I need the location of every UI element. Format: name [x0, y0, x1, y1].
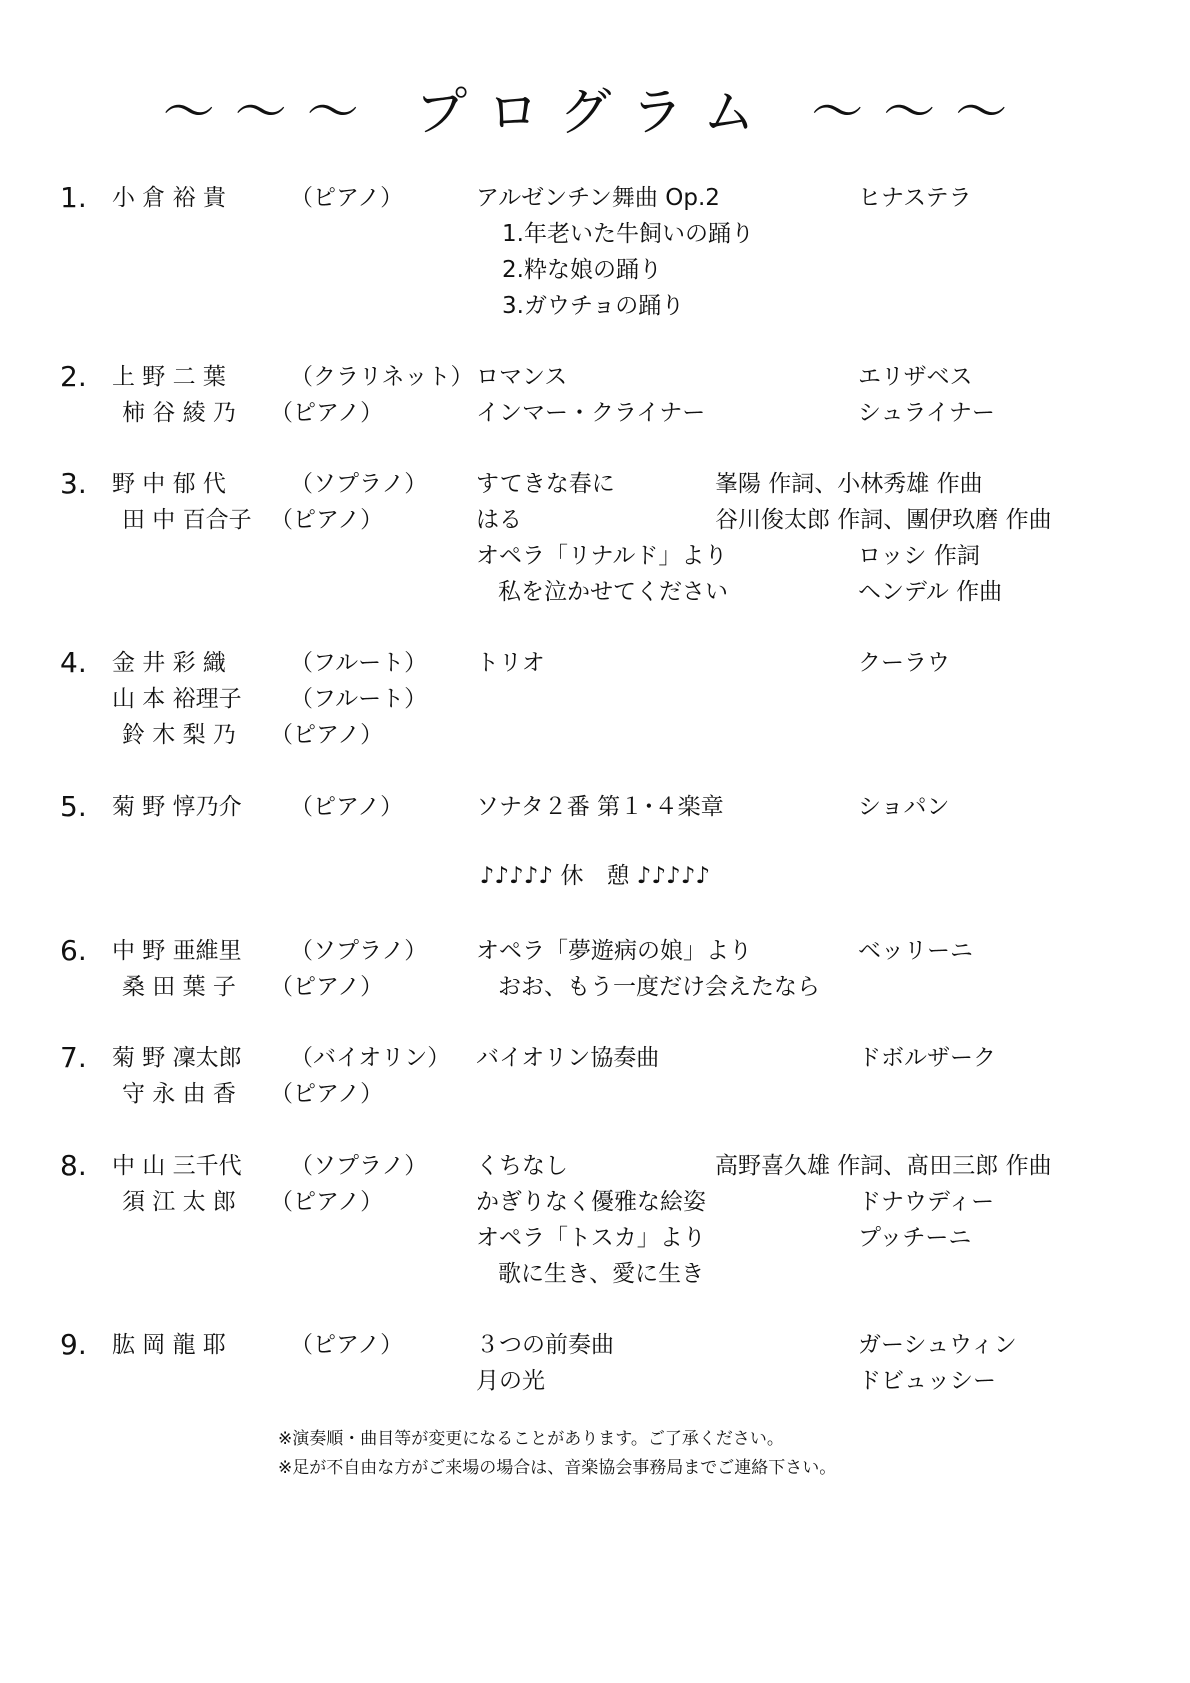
- piece-title: ソナタ２番 第１･４楽章: [476, 794, 724, 820]
- piece-title: 2.粋な娘の踊り: [502, 257, 662, 283]
- piece-credit: ショパン: [858, 794, 950, 820]
- piece-credit: プッチーニ: [858, 1225, 972, 1251]
- page-title: 〜〜〜 プログラム 〜〜〜: [162, 83, 1028, 143]
- performer-instrument: （バイオリン）: [290, 1045, 451, 1071]
- piece-credit: ヘンデル 作曲: [858, 579, 1003, 605]
- performer-instrument: （ピアノ）: [270, 722, 384, 748]
- piece-title: ロマンス: [476, 364, 568, 390]
- item-number: 1.: [60, 181, 87, 214]
- performer-instrument: （ピアノ）: [270, 1081, 384, 1107]
- piece-title: 私を泣かせてください: [498, 579, 728, 605]
- performer-name: 鈴 木 梨 乃: [122, 722, 236, 748]
- piece-title: トリオ: [476, 650, 545, 676]
- performer-instrument: （ソプラノ）: [290, 471, 428, 497]
- performer-instrument: （ピアノ）: [290, 185, 404, 211]
- piece-credit: ドボルザーク: [858, 1045, 996, 1071]
- footer-note: ※演奏順・曲目等が変更になることがあります。ご了承ください。: [278, 1429, 784, 1449]
- performer-instrument: （ピアノ）: [270, 400, 384, 426]
- performer-name: 中 山 三千代: [112, 1153, 242, 1179]
- piece-title: オペラ「夢遊病の娘」より: [476, 938, 752, 964]
- piece-credit: ガーシュウィン: [858, 1332, 1017, 1358]
- piece-title: ３つの前奏曲: [476, 1332, 614, 1358]
- item-number: 6.: [60, 934, 87, 967]
- piece-title: 月の光: [476, 1368, 545, 1394]
- item-number: 4.: [60, 646, 87, 679]
- item-number: 5.: [60, 790, 87, 823]
- item-number: 3.: [60, 467, 87, 500]
- piece-credit: 谷川俊太郎 作詞、團伊玖磨 作曲: [715, 507, 1052, 533]
- piece-credit: エリザベス: [858, 364, 973, 390]
- performer-instrument: （フルート）: [290, 686, 428, 712]
- performer-name: 菊 野 惇乃介: [112, 794, 242, 820]
- item-number: 7.: [60, 1041, 87, 1074]
- performer-name: 菊 野 凜太郎: [112, 1045, 242, 1071]
- piece-title: 1.年老いた牛飼いの踊り: [502, 221, 754, 247]
- item-number: 9.: [60, 1328, 87, 1361]
- performer-instrument: （ソプラノ）: [290, 1153, 428, 1179]
- piece-title: はる: [476, 507, 522, 533]
- performer-name: 守 永 由 香: [122, 1081, 236, 1107]
- performer-name: 肱 岡 龍 耶: [112, 1332, 226, 1358]
- performer-name: 田 中 百合子: [122, 507, 252, 533]
- performer-instrument: （ソプラノ）: [290, 938, 428, 964]
- piece-credit: クーラウ: [858, 650, 950, 676]
- performer-instrument: （ピアノ）: [270, 1189, 384, 1215]
- performer-instrument: （フルート）: [290, 650, 428, 676]
- item-number: 2.: [60, 360, 87, 393]
- performer-name: 金 井 彩 織: [112, 650, 226, 676]
- performer-name: 小 倉 裕 貴: [112, 185, 226, 211]
- piece-credit: ロッシ 作詞: [858, 543, 980, 569]
- performer-instrument: （ピアノ）: [270, 507, 384, 533]
- performer-name: 中 野 亜維里: [112, 938, 242, 964]
- piece-credit: シュライナー: [858, 400, 995, 426]
- piece-title: 歌に生き、愛に生き: [498, 1261, 705, 1287]
- performer-name: 野 中 郁 代: [112, 471, 226, 497]
- piece-title: すてきな春に: [476, 471, 615, 497]
- piece-credit: 高野喜久雄 作詞、髙田三郎 作曲: [715, 1153, 1052, 1179]
- piece-title: オペラ「リナルド」より: [476, 543, 728, 569]
- performer-name: 山 本 裕理子: [112, 686, 242, 712]
- performer-instrument: （ピアノ）: [290, 794, 404, 820]
- piece-title: アルゼンチン舞曲 Op.2: [476, 185, 720, 211]
- piece-title: バイオリン協奏曲: [476, 1045, 660, 1071]
- performer-instrument: （ピアノ）: [290, 1332, 404, 1358]
- piece-title: オペラ「トスカ」より: [476, 1225, 706, 1251]
- piece-credit: ドビュッシー: [858, 1368, 996, 1394]
- piece-credit: ベッリーニ: [858, 938, 973, 964]
- performer-instrument: （ピアノ）: [270, 974, 384, 1000]
- piece-title: 3.ガウチョの踊り: [502, 293, 685, 319]
- performer-name: 柿 谷 綾 乃: [122, 400, 236, 426]
- item-number: 8.: [60, 1149, 87, 1182]
- piece-title: かぎりなく優雅な絵姿: [476, 1189, 706, 1215]
- performer-name: 須 江 太 郎: [122, 1189, 236, 1215]
- performer-name: 上 野 二 葉: [112, 364, 226, 390]
- piece-credit: 峯陽 作詞、小林秀雄 作曲: [715, 471, 983, 497]
- piece-title: くちなし: [476, 1153, 568, 1179]
- piece-title: おお、もう一度だけ会えたなら: [498, 974, 820, 1000]
- footer-note: ※足が不自由な方がご来場の場合は、音楽協会事務局までご連絡下さい。: [278, 1458, 837, 1478]
- piece-credit: ヒナステラ: [858, 185, 972, 211]
- performer-name: 桑 田 葉 子: [122, 974, 236, 1000]
- performer-instrument: （クラリネット）: [290, 364, 474, 390]
- intermission-banner: ♪♪♪♪♪ 休 憩 ♪♪♪♪♪: [479, 863, 711, 889]
- piece-title: インマー・クライナー: [476, 400, 706, 426]
- piece-credit: ドナウディー: [858, 1189, 995, 1215]
